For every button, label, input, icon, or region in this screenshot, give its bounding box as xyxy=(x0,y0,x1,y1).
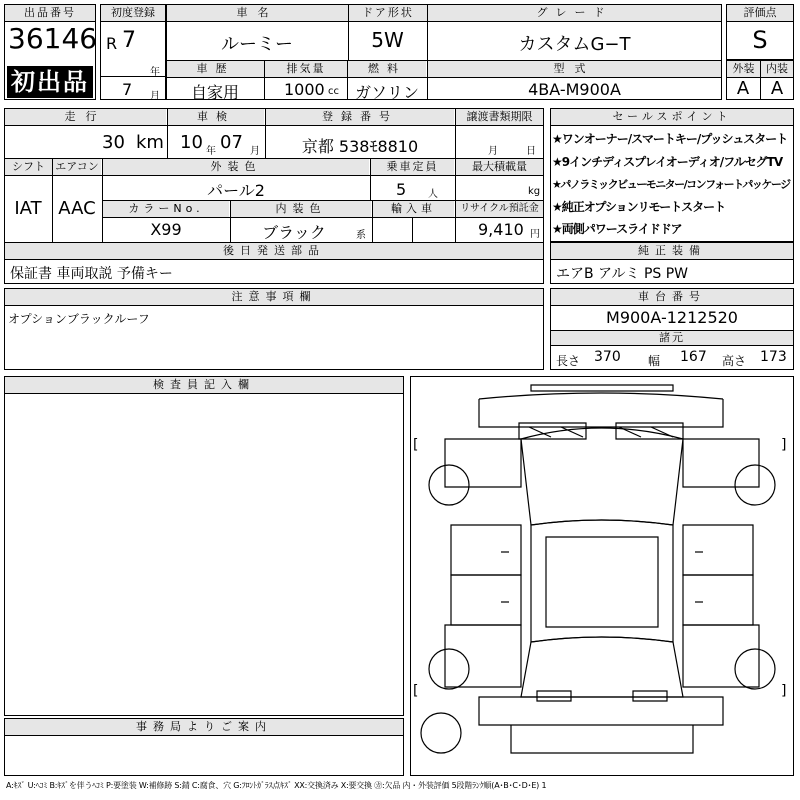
car-name-label: 車名 xyxy=(167,5,348,21)
first-registration-label: 初度登録 xyxy=(101,5,165,21)
mirror-bracket-left: [ xyxy=(413,437,419,453)
equipment-list: エアB アルミ PS PW xyxy=(556,266,689,282)
max-load-label: 最大積載量 xyxy=(456,159,543,175)
mirror-bracket-right: ] xyxy=(781,437,787,453)
score-label: 評価点 xyxy=(727,5,793,21)
model-code: 4BA-M900A xyxy=(528,80,621,99)
transfer-day-unit: 日 xyxy=(526,146,536,157)
first-listing-badge: 初出品 xyxy=(7,66,93,98)
color-number: X99 xyxy=(150,220,182,239)
int-color-suffix: 系 xyxy=(356,230,366,241)
height: 173 xyxy=(760,349,787,365)
ext-color-label: 外装色 xyxy=(103,159,369,175)
ac-type: AAC xyxy=(58,198,96,219)
inspection-month-unit: 月 xyxy=(250,146,260,157)
fuel-label: 燃料 xyxy=(348,61,426,77)
width-label: 幅 xyxy=(648,354,661,368)
displacement-unit: cc xyxy=(328,86,339,97)
later-parts: 保証書 車両取説 予備キー xyxy=(10,266,173,282)
notes-text: オプションブラックルーフ xyxy=(8,312,150,326)
sales-points-label: セールスポイント xyxy=(551,109,793,125)
displacement-label: 排気量 xyxy=(265,61,347,77)
width: 167 xyxy=(680,349,707,365)
length: 370 xyxy=(594,349,621,365)
mileage-label: 走行 xyxy=(5,109,166,125)
reg-month: 7 xyxy=(122,80,133,99)
month-unit: 月 xyxy=(150,91,160,102)
length-label: 長さ xyxy=(556,354,581,368)
dimensions-label: 諸元 xyxy=(551,331,793,345)
int-grade-label: 内装 xyxy=(761,61,793,77)
inspection-year-unit: 年 xyxy=(206,146,216,157)
height-label: 高さ xyxy=(722,354,747,368)
inspector-notes-label: 検査員記入欄 xyxy=(5,377,403,393)
lot-number-label: 出品番号 xyxy=(5,5,95,21)
mileage-unit: km xyxy=(136,132,164,153)
int-grade: A xyxy=(770,78,784,99)
car-outline-drawing xyxy=(411,377,793,775)
car-damage-diagram xyxy=(410,376,794,776)
int-color-label: 内装色 xyxy=(231,201,371,217)
recycle-label: リサイクル預託金 xyxy=(456,201,543,217)
ext-color: パール2 xyxy=(207,181,265,200)
ext-grade-label: 外装 xyxy=(727,61,760,77)
sales-point-item: ★パノラミックビューモニター/コンフォートパッケージ xyxy=(552,178,790,191)
rear-bracket-right: ] xyxy=(781,683,787,699)
sales-point-item: ★9インチディスプレイオーディオ/フルセグTV xyxy=(552,155,783,169)
chassis-number: M900A-1212520 xyxy=(606,308,738,327)
shift-label: シフト xyxy=(5,159,52,175)
office-notice-label: 事務局よりご案内 xyxy=(5,719,403,735)
history-label: 車歴 xyxy=(167,61,264,77)
import-label: 輸入車 xyxy=(373,201,454,217)
displacement: 1000 xyxy=(284,80,325,99)
car-name: ルーミー xyxy=(221,34,293,55)
era-year: 7 xyxy=(122,28,136,53)
inspection-label: 車検 xyxy=(168,109,264,125)
color-number-label: カラーNo. xyxy=(103,201,229,217)
seats-unit: 人 xyxy=(428,189,438,200)
rear-bracket-left: [ xyxy=(413,683,419,699)
ext-grade: A xyxy=(736,78,750,99)
recycle-unit: 円 xyxy=(530,229,540,240)
sales-point-item: ★ワンオーナー/スマートキー/プッシュスタート xyxy=(552,132,788,146)
notes-label: 注意事項欄 xyxy=(5,289,543,305)
score: S xyxy=(752,26,768,54)
era: R xyxy=(106,34,118,53)
inspection-month: 07 xyxy=(220,132,243,153)
model-label: 型式 xyxy=(428,61,721,77)
plate-number: 京都 538ﾓ8810 xyxy=(301,137,419,156)
equipment-label: 純正装備 xyxy=(551,243,793,259)
mileage: 30 xyxy=(102,132,125,153)
grade: カスタムG−T xyxy=(518,34,631,55)
year-unit: 年 xyxy=(150,67,160,78)
plate-label: 登録番号 xyxy=(266,109,454,125)
int-color: ブラック xyxy=(262,223,326,242)
transfer-month-unit: 月 xyxy=(488,146,498,157)
sales-point-item: ★純正オプションリモートスタート xyxy=(552,200,726,214)
chassis-label: 車台番号 xyxy=(551,289,793,305)
load-unit: kg xyxy=(528,186,541,197)
seats: 5 xyxy=(396,180,407,199)
history: 自家用 xyxy=(190,83,239,102)
seats-label: 乗車定員 xyxy=(371,159,454,175)
transfer-deadline-label: 譲渡書類期限 xyxy=(456,109,543,125)
damage-legend: A:ｷｽﾞ U:ﾍｺﾐ B:ｷｽﾞを伴うﾍｺﾐ P:要塗装 W:補修跡 S:錆 C:腐食、穴 G:ﾌﾛﾝﾄｶﾞﾗｽ点ｷｽﾞ XX:交換済み X:要交換 ㋕:欠品 内・外装評価 5段階ﾗﾝｸ順(A･B･C･D･E) 1 xyxy=(6,781,547,790)
grade-label: グレード xyxy=(428,5,721,21)
ac-label: エアコン xyxy=(53,159,101,175)
door-label: ドア形状 xyxy=(349,5,427,21)
shift-type: IAT xyxy=(14,198,42,219)
sales-point-item: ★両側パワースライドドア xyxy=(552,222,682,236)
lot-number: 36146 xyxy=(8,22,98,55)
later-parts-label: 後日発送部品 xyxy=(5,243,543,259)
inspector-notes-cell xyxy=(4,376,404,716)
door-type: 5W xyxy=(371,28,404,52)
fuel: ガソリン xyxy=(354,83,419,102)
inspection-year: 10 xyxy=(180,132,203,153)
recycle-fee: 9,410 xyxy=(478,220,524,239)
